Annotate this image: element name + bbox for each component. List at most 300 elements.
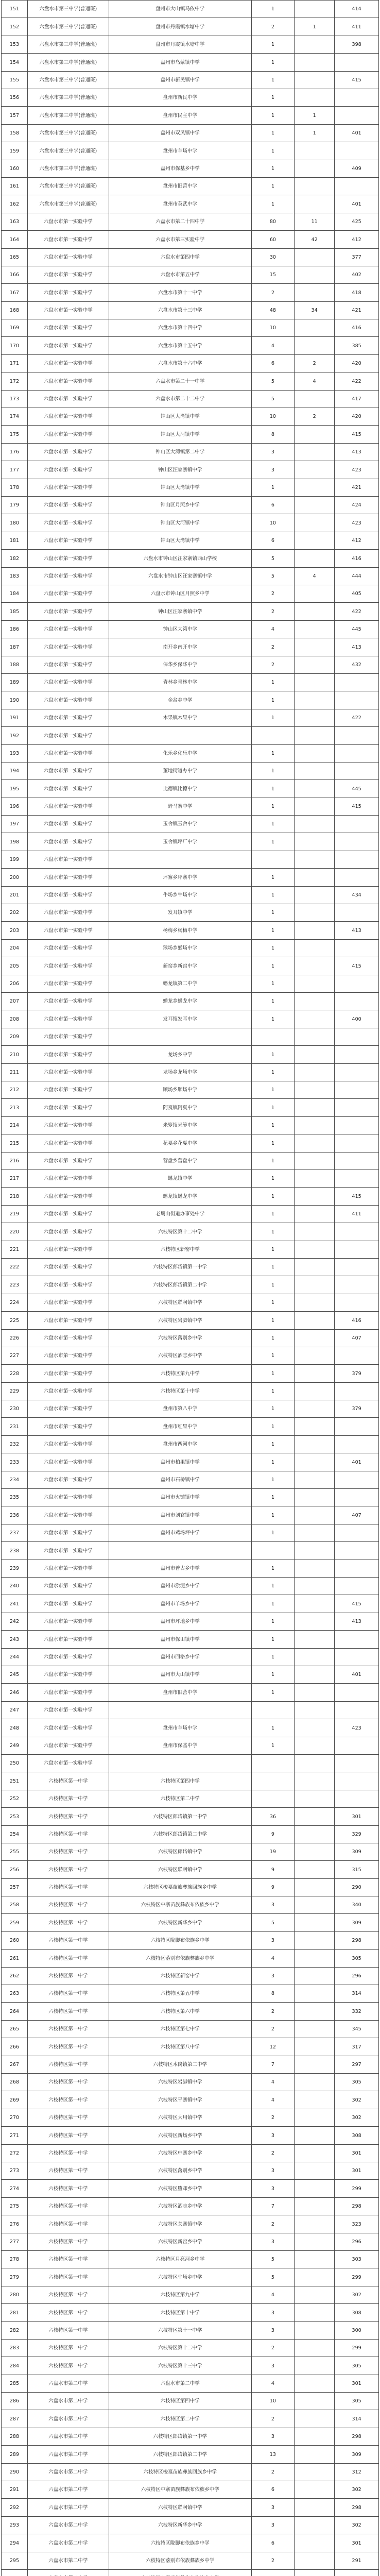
row-number: 268 (2, 2074, 28, 2091)
min-score: 415 (335, 1188, 379, 1206)
min-score: 302 (335, 2517, 379, 2534)
quota-count: 1 (251, 745, 294, 762)
row-number: 238 (2, 1542, 28, 1560)
high-school-name: 六盘水市第三中学(普通班) (27, 178, 109, 195)
junior-school-name: 钟山区大湾镇第二中学 (109, 444, 251, 461)
junior-school-name (109, 1755, 251, 1772)
row-number: 209 (2, 1028, 28, 1046)
high-school-name: 六枝特区第一中学 (27, 1790, 109, 1808)
row-number: 245 (2, 1666, 28, 1684)
min-score (335, 1631, 379, 1649)
quota-count: 36 (251, 1808, 294, 1826)
quota-count: 1 (251, 1400, 294, 1418)
quota-count: 2 (251, 585, 294, 603)
min-score: 305 (335, 2074, 379, 2091)
row-number: 227 (2, 1347, 28, 1365)
junior-school-name: 玉舍镇玉舍中学 (109, 816, 251, 833)
table-row (2, 993, 379, 1010)
quota-count: 3 (251, 2180, 294, 2198)
junior-school-name: 六枝特区岩脚镇中学 (109, 2074, 251, 2091)
quota-count: 1 (251, 798, 294, 816)
quota-count: 2 (251, 2410, 294, 2428)
min-score: 301 (335, 2375, 379, 2393)
table-row (2, 1950, 379, 1968)
extra-count (294, 1772, 334, 1790)
extra-count (294, 1649, 334, 1666)
extra-count (294, 621, 334, 638)
table-row (2, 1719, 379, 1737)
high-school-name: 六枝特区第一中学 (27, 2091, 109, 2109)
min-score (335, 762, 379, 780)
row-number: 223 (2, 1276, 28, 1294)
high-school-name: 六盘水市第一实验中学 (27, 479, 109, 497)
table-row (2, 2499, 379, 2517)
min-score: 299 (335, 2268, 379, 2286)
row-number: 198 (2, 833, 28, 851)
junior-school-name: 盘州市保田镇中学 (109, 1631, 251, 1649)
table-row (2, 2233, 379, 2251)
min-score: 422 (335, 709, 379, 727)
junior-school-name: 盘州市旧营中学 (109, 178, 251, 195)
junior-school-name: 盘州市四格乡中学 (109, 1649, 251, 1666)
quota-count: 1 (251, 1719, 294, 1737)
junior-school-name: 盘州市双凤镇中学 (109, 125, 251, 142)
junior-school-name: 盘州市保基乡中学 (109, 160, 251, 178)
quota-count: 7 (251, 2198, 294, 2215)
row-number: 278 (2, 2251, 28, 2268)
high-school-name: 六盘水市第一实验中学 (27, 1010, 109, 1028)
quota-count: 12 (251, 2038, 294, 2056)
quota-count: 1 (251, 1506, 294, 1524)
high-school-name: 六盘水市第一实验中学 (27, 302, 109, 319)
quota-count: 1 (251, 904, 294, 922)
high-school-name: 六盘水市第一实验中学 (27, 1241, 109, 1259)
high-school-name: 六枝特区第一中学 (27, 2056, 109, 2074)
table-row (2, 975, 379, 993)
table-row (2, 426, 379, 444)
table-row (2, 691, 379, 709)
high-school-name: 六枝特区第一中学 (27, 1914, 109, 1932)
high-school-name: 六枝特区第一中学 (27, 1879, 109, 1896)
extra-count: 4 (294, 372, 334, 391)
junior-school-name: 盘州市旧营中学 (109, 1684, 251, 1702)
min-score: 407 (335, 1330, 379, 1347)
quota-table-body (2, 1, 379, 2576)
row-number: 273 (2, 2162, 28, 2180)
high-school-name: 六盘水市第一实验中学 (27, 1418, 109, 1436)
junior-school-name: 六盘水市钟山区汪家寨镇中学 (109, 568, 251, 585)
extra-count: 1 (294, 125, 334, 142)
min-score (335, 1489, 379, 1506)
extra-count (294, 1117, 334, 1134)
extra-count (294, 1489, 334, 1506)
min-score: 298 (335, 2499, 379, 2517)
high-school-name: 六盘水市第一实验中学 (27, 1046, 109, 1064)
quota-count: 1 (251, 1436, 294, 1453)
table-row (2, 1471, 379, 1489)
row-number: 246 (2, 1684, 28, 1702)
extra-count (294, 2268, 334, 2286)
table-row (2, 1241, 379, 1259)
table-row (2, 2198, 379, 2215)
quota-count: 1 (251, 125, 294, 142)
junior-school-name (109, 2570, 251, 2576)
junior-school-name: 杨梅乡杨梅中学 (109, 922, 251, 940)
table-row (2, 2180, 379, 2198)
junior-school-name: 六枝特区新窑中学 (109, 1968, 251, 1985)
extra-count (294, 1631, 334, 1649)
junior-school-name: 六盘水市第十六中学 (109, 355, 251, 372)
quota-count: 6 (251, 497, 294, 514)
extra-count (294, 993, 334, 1010)
extra-count (294, 798, 334, 816)
quota-count: 1 (251, 674, 294, 691)
min-score (335, 1099, 379, 1117)
table-row (2, 1631, 379, 1649)
junior-school-name: 六盘水市第二中学 (109, 2375, 251, 2393)
junior-school-name: 六枝特区新窑中学 (109, 1241, 251, 1259)
min-score: 323 (335, 2215, 379, 2233)
quota-count: 1 (251, 1276, 294, 1294)
extra-count (294, 762, 334, 780)
min-score: 432 (335, 656, 379, 674)
high-school-name: 六盘水市第一实验中学 (27, 1471, 109, 1489)
table-row (2, 1737, 379, 1755)
row-number: 260 (2, 1932, 28, 1950)
min-score: 423 (335, 514, 379, 532)
min-score: 309 (335, 1914, 379, 1932)
min-score: 416 (335, 319, 379, 337)
table-row (2, 1188, 379, 1206)
min-score (335, 869, 379, 887)
table-row (2, 1843, 379, 1861)
junior-school-name: 盘州市鸡场坪中学 (109, 1524, 251, 1542)
quota-count: 2 (251, 2340, 294, 2357)
quota-count: 1 (251, 1453, 294, 1471)
row-number: 214 (2, 1117, 28, 1134)
table-row (2, 1542, 379, 1560)
extra-count (294, 426, 334, 444)
junior-school-name: 六枝特区郎岱镇中学 (109, 1843, 251, 1861)
table-row (2, 2109, 379, 2127)
extra-count (294, 2375, 334, 2393)
extra-count (294, 444, 334, 461)
min-score: 405 (335, 585, 379, 603)
high-school-name: 六枝特区第一中学 (27, 2021, 109, 2038)
extra-count (294, 54, 334, 72)
table-row (2, 319, 379, 337)
row-number: 170 (2, 337, 28, 355)
extra-count (294, 1932, 334, 1950)
min-score: 402 (335, 266, 379, 284)
min-score (335, 993, 379, 1010)
min-score (335, 1524, 379, 1542)
high-school-name: 六枝特区第一中学 (27, 1932, 109, 1950)
table-row (2, 1312, 379, 1330)
row-number: 151 (2, 1, 28, 18)
extra-count (294, 1188, 334, 1206)
extra-count (294, 514, 334, 532)
high-school-name: 六枝特区第一中学 (27, 2340, 109, 2357)
quota-count: 2 (251, 2145, 294, 2162)
quota-count: 2 (251, 2552, 294, 2570)
junior-school-name: 盘州市乌蒙镇中学 (109, 54, 251, 72)
high-school-name: 六盘水市第三中学(普通班) (27, 142, 109, 160)
row-number: 264 (2, 2003, 28, 2021)
high-school-name: 六盘水市第一实验中学 (27, 851, 109, 869)
extra-count (294, 2428, 334, 2446)
quota-count: 13 (251, 2446, 294, 2464)
extra-count (294, 869, 334, 887)
high-school-name: 六盘水市第一实验中学 (27, 461, 109, 479)
extra-count (294, 1170, 334, 1188)
junior-school-name: 六枝特区关寨镇中学 (109, 2215, 251, 2233)
min-score: 416 (335, 550, 379, 568)
table-row (2, 1684, 379, 1702)
junior-school-name: 金盆乡中学 (109, 691, 251, 709)
quota-count: 1 (251, 1418, 294, 1436)
extra-count (294, 1206, 334, 1223)
row-number: 205 (2, 957, 28, 975)
quota-count: 1 (251, 1241, 294, 1259)
junior-school-name: 六盘水市第五中学 (109, 266, 251, 284)
junior-school-name: 六枝特区牂牁镇中学 (109, 2499, 251, 2517)
extra-count (294, 72, 334, 89)
min-score: 409 (335, 160, 379, 178)
extra-count (294, 674, 334, 691)
row-number: 191 (2, 709, 28, 727)
quota-count: 9 (251, 1861, 294, 1879)
min-score: 314 (335, 2410, 379, 2428)
high-school-name: 六盘水市第一实验中学 (27, 1099, 109, 1117)
min-score (335, 904, 379, 922)
extra-count (294, 780, 334, 798)
table-row (2, 922, 379, 940)
extra-count (294, 1276, 334, 1294)
junior-school-name: 钟山区大湾镇中学 (109, 479, 251, 497)
extra-count (294, 2198, 334, 2215)
quota-count: 1 (251, 1471, 294, 1489)
quota-count: 6 (251, 355, 294, 372)
row-number: 295 (2, 2552, 28, 2570)
min-score: 412 (335, 231, 379, 249)
quota-count: 3 (251, 1896, 294, 1914)
row-number: 172 (2, 372, 28, 391)
quota-count: 6 (251, 2534, 294, 2552)
extra-count (294, 957, 334, 975)
high-school-name: 六盘水市第一实验中学 (27, 993, 109, 1010)
quota-count: 5 (251, 1914, 294, 1932)
extra-count (294, 1843, 334, 1861)
high-school-name: 六盘水市第一实验中学 (27, 249, 109, 266)
quota-count (251, 851, 294, 869)
high-school-name: 六盘水市第一实验中学 (27, 1312, 109, 1330)
quota-count: 1 (251, 479, 294, 497)
junior-school-name: 钟山区大河镇中学 (109, 514, 251, 532)
row-number: 239 (2, 1560, 28, 1578)
junior-school-name: 六枝特区第四中学 (109, 1772, 251, 1790)
table-row (2, 1259, 379, 1276)
high-school-name: 六盘水市第一实验中学 (27, 1719, 109, 1737)
table-row (2, 125, 379, 142)
row-number: 272 (2, 2145, 28, 2162)
min-score (335, 1471, 379, 1489)
junior-school-name: 六枝特区牂牁镇中学 (109, 1294, 251, 1312)
extra-count (294, 1471, 334, 1489)
quota-count: 2 (251, 2215, 294, 2233)
extra-count (294, 709, 334, 727)
table-row (2, 2162, 379, 2180)
row-number: 279 (2, 2268, 28, 2286)
high-school-name: 六盘水市第一实验中学 (27, 816, 109, 833)
table-row (2, 231, 379, 249)
row-number: 206 (2, 975, 28, 993)
high-school-name: 六盘水市第一实验中学 (27, 922, 109, 940)
table-row (2, 957, 379, 975)
table-row (2, 479, 379, 497)
min-score (335, 1542, 379, 1560)
min-score: 297 (335, 2056, 379, 2074)
quota-count: 1 (251, 1206, 294, 1223)
quota-count: 3 (251, 2322, 294, 2340)
quota-count: 1 (251, 1631, 294, 1649)
row-number: 281 (2, 2304, 28, 2322)
min-score (335, 1560, 379, 1578)
junior-school-name: 六盘水市第十三中学 (109, 302, 251, 319)
row-number: 208 (2, 1010, 28, 1028)
min-score: 332 (335, 2003, 379, 2021)
min-score: 301 (335, 2162, 379, 2180)
high-school-name: 六枝特区第一中学 (27, 2145, 109, 2162)
high-school-name: 六盘水市第一实验中学 (27, 532, 109, 550)
min-score: 413 (335, 922, 379, 940)
extra-count (294, 1950, 334, 1968)
extra-count (294, 1294, 334, 1312)
table-row (2, 89, 379, 107)
table-row (2, 284, 379, 302)
table-row (2, 940, 379, 957)
high-school-name: 六盘水市第一实验中学 (27, 391, 109, 408)
high-school-name: 六盘水市第一实验中学 (27, 709, 109, 727)
extra-count (294, 851, 334, 869)
row-number: 221 (2, 1241, 28, 1259)
row-number: 219 (2, 1206, 28, 1223)
min-score: 291 (335, 2552, 379, 2570)
min-score: 415 (335, 1595, 379, 1613)
junior-school-name: 董地街道办中学 (109, 762, 251, 780)
row-number: 254 (2, 1826, 28, 1843)
row-number: 271 (2, 2127, 28, 2145)
quota-count: 4 (251, 337, 294, 355)
junior-school-name: 钟山区汪家寨镇中学 (109, 603, 251, 621)
junior-school-name: 保华乡保华中学 (109, 656, 251, 674)
table-row (2, 249, 379, 266)
min-score (335, 1294, 379, 1312)
min-score: 400 (335, 1010, 379, 1028)
table-row (2, 2552, 379, 2570)
quota-count (251, 1790, 294, 1808)
min-score (335, 1684, 379, 1702)
extra-count (294, 319, 334, 337)
high-school-name: 六枝特区第一中学 (27, 2074, 109, 2091)
junior-school-name: 六枝特区郎岱镇第一中学 (109, 2428, 251, 2446)
quota-count: 1 (251, 142, 294, 160)
row-number: 192 (2, 727, 28, 745)
extra-count (294, 1330, 334, 1347)
junior-school-name: 牛场乡牛场中学 (109, 887, 251, 904)
quota-count: 10 (251, 514, 294, 532)
high-school-name: 六盘水市第一实验中学 (27, 497, 109, 514)
row-number: 178 (2, 479, 28, 497)
row-number: 285 (2, 2375, 28, 2393)
quota-count: 1 (251, 1, 294, 18)
min-score: 299 (335, 2180, 379, 2198)
extra-count (294, 1914, 334, 1932)
table-row (2, 887, 379, 904)
junior-school-name: 盘州市羊场中学 (109, 1719, 251, 1737)
table-row (2, 355, 379, 372)
min-score (335, 1790, 379, 1808)
junior-school-name: 六枝特区牛场乡中学 (109, 2268, 251, 2286)
junior-school-name: 钟山区大湾镇中学 (109, 408, 251, 426)
table-row (2, 444, 379, 461)
junior-school-name: 六盘水市钟山区汪家寨镇西山学校 (109, 550, 251, 568)
min-score: 413 (335, 1613, 379, 1631)
row-number: 234 (2, 1471, 28, 1489)
high-school-name: 六盘水市第一实验中学 (27, 372, 109, 391)
high-school-name: 六枝特区第一中学 (27, 1968, 109, 1985)
row-number: 224 (2, 1294, 28, 1312)
quota-count: 1 (251, 1010, 294, 1028)
extra-count (294, 1524, 334, 1542)
row-number: 247 (2, 1702, 28, 1719)
extra-count (294, 638, 334, 656)
high-school-name: 六盘水市第一实验中学 (27, 1489, 109, 1506)
high-school-name: 六盘水市第一实验中学 (27, 1206, 109, 1223)
quota-count: 1 (251, 1737, 294, 1755)
row-number: 199 (2, 851, 28, 869)
extra-count (294, 550, 334, 568)
table-row (2, 2322, 379, 2340)
table-row (2, 550, 379, 568)
min-score (335, 691, 379, 709)
table-row (2, 2340, 379, 2357)
quota-count: 1 (251, 762, 294, 780)
quota-count: 1 (251, 691, 294, 709)
quota-count: 4 (251, 2074, 294, 2091)
high-school-name: 六盘水市第一实验中学 (27, 638, 109, 656)
min-score: 296 (335, 2233, 379, 2251)
junior-school-name: 新窑乡新窑中学 (109, 957, 251, 975)
junior-school-name: 六枝特区落别布依族彝族乡中学 (109, 1950, 251, 1968)
min-score: 445 (335, 621, 379, 638)
quota-count: 3 (251, 2357, 294, 2375)
quota-count: 2 (251, 18, 294, 36)
row-number: 282 (2, 2322, 28, 2340)
min-score: 315 (335, 1861, 379, 1879)
junior-school-name: 发耳镇中学 (109, 904, 251, 922)
min-score (335, 89, 379, 107)
junior-school-name: 盘州市坪地乡中学 (109, 1613, 251, 1631)
extra-count (294, 2074, 334, 2091)
min-score (335, 1276, 379, 1294)
table-row (2, 1489, 379, 1506)
quota-count: 3 (251, 2499, 294, 2517)
table-row (2, 1383, 379, 1400)
extra-count (294, 1666, 334, 1684)
table-row (2, 851, 379, 869)
high-school-name: 六盘水市第一实验中学 (27, 231, 109, 249)
